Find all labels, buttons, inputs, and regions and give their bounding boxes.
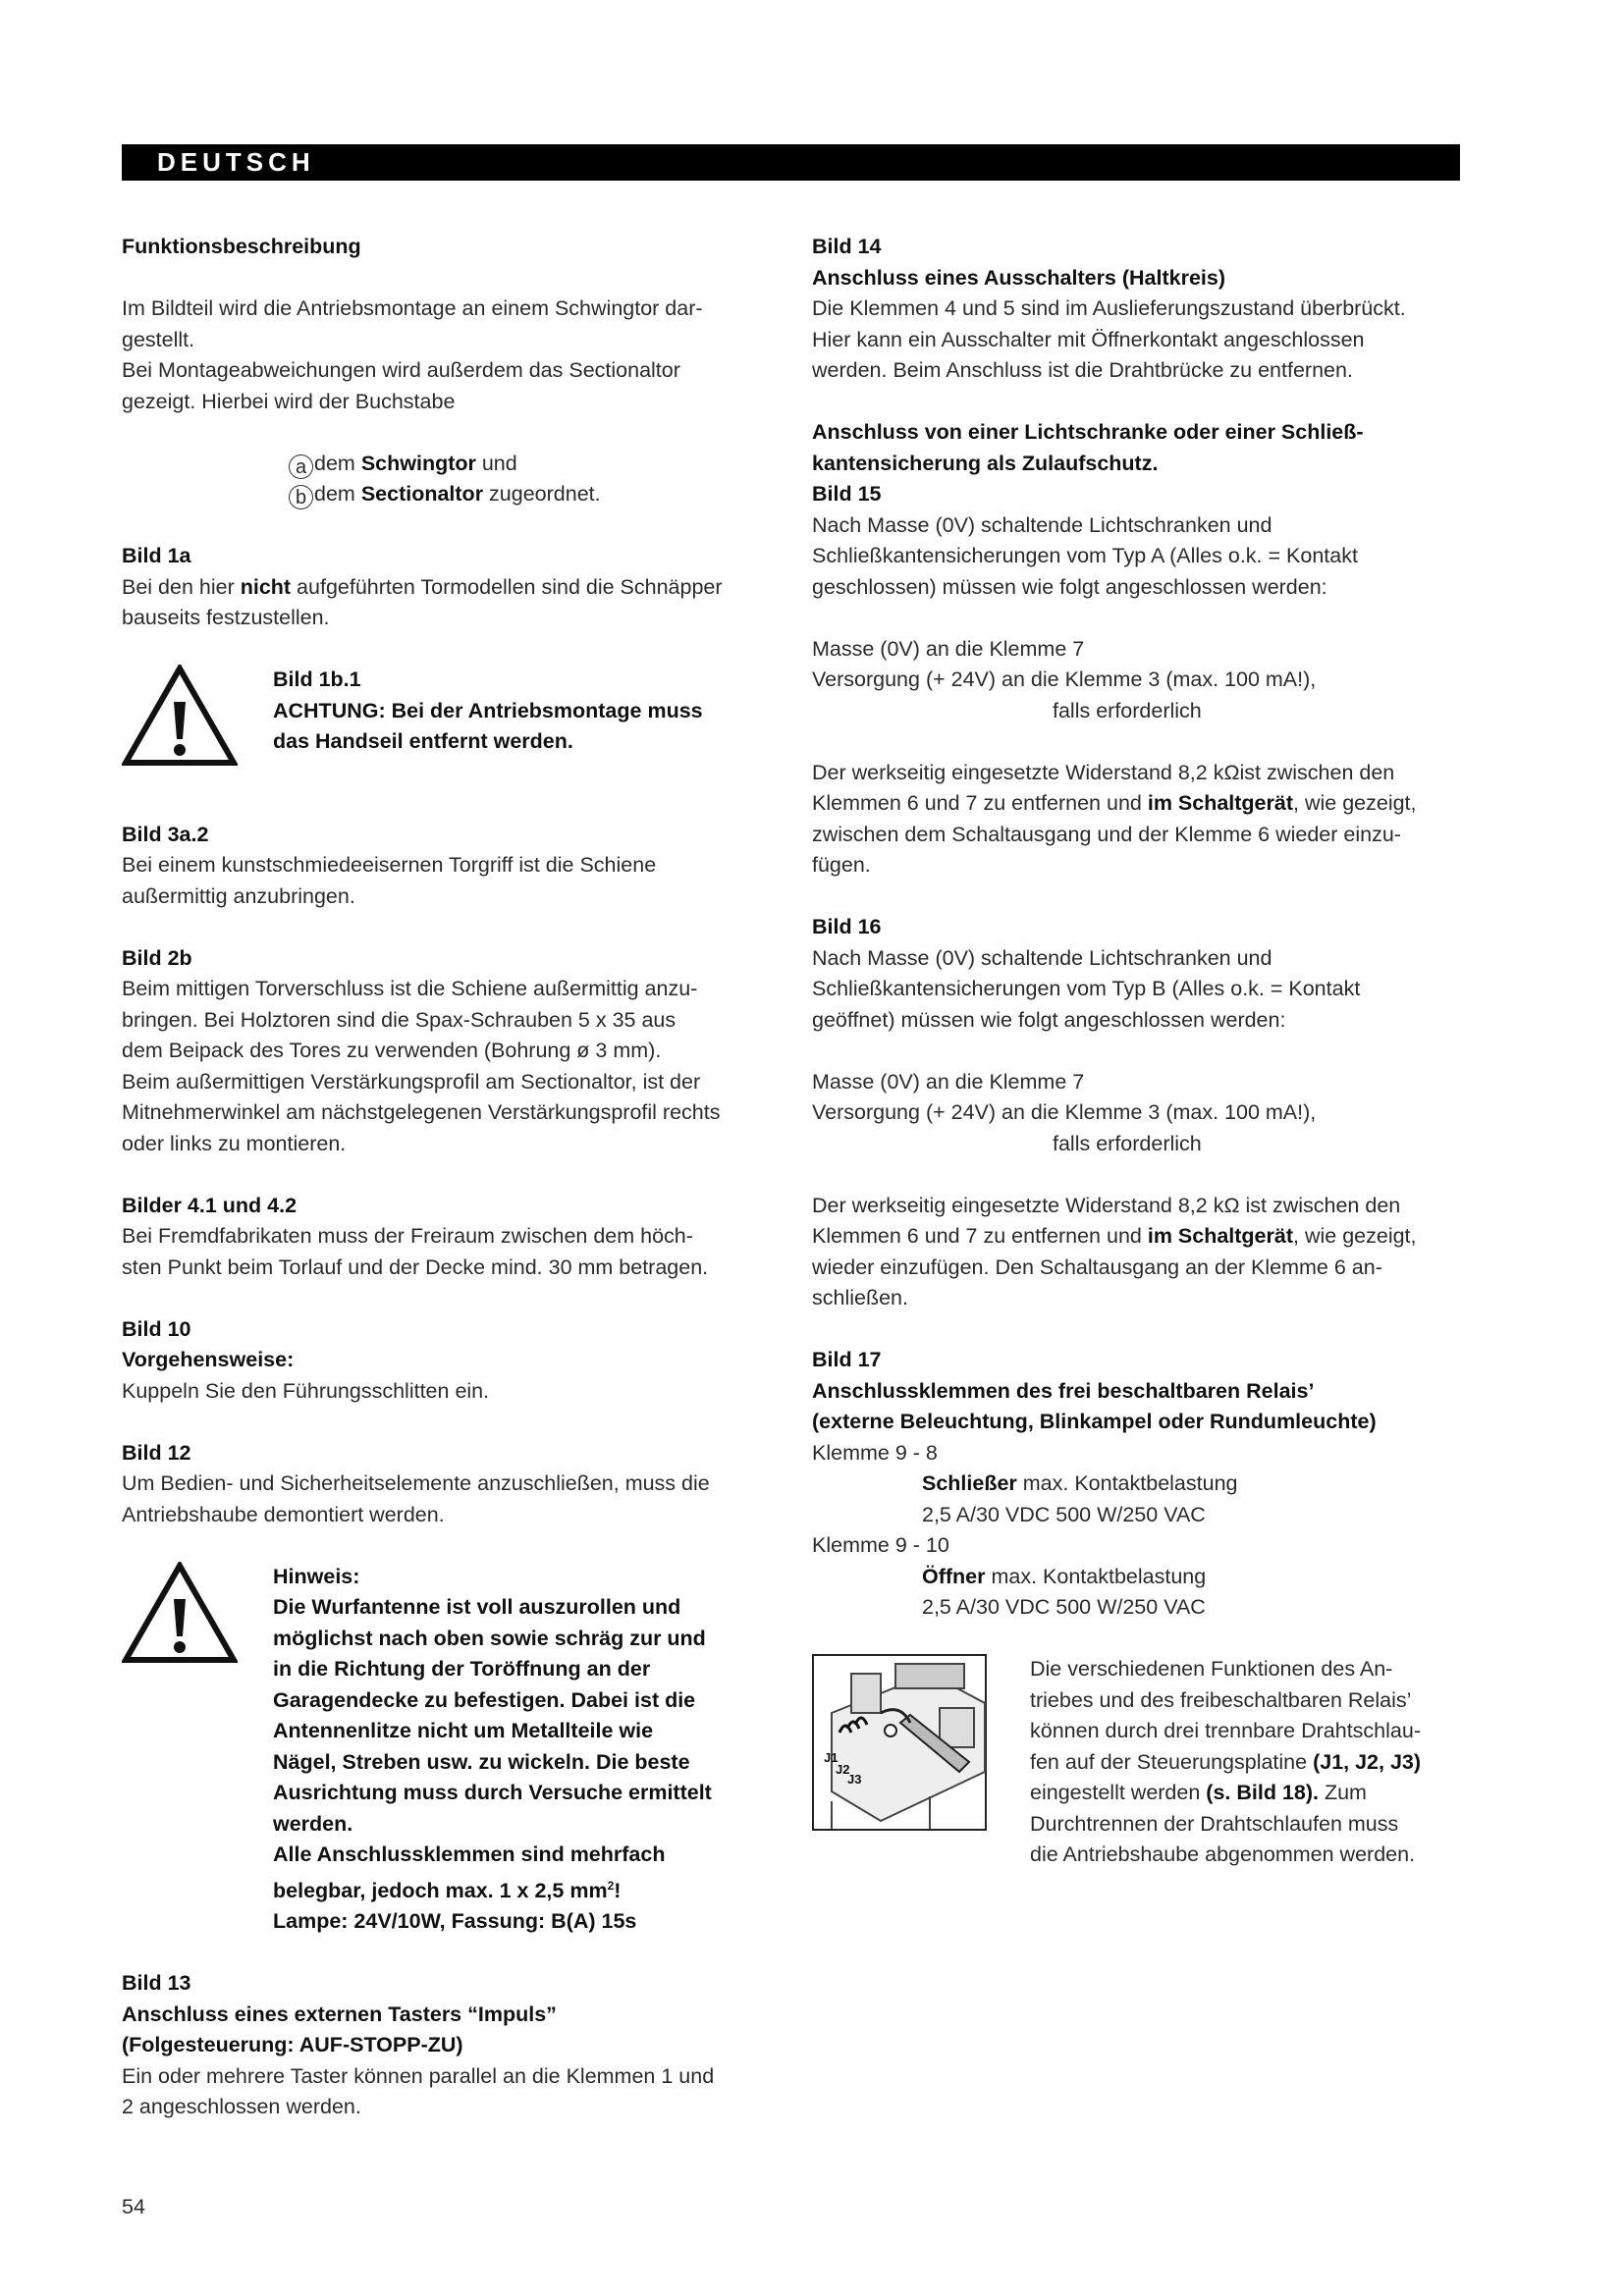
- text-line: Schließkantensicherungen vom Typ A (Alles o.k. = Kontakt: [812, 544, 1358, 567]
- text-line: Versorgung (+ 24V) an die Klemme 3 (max. 100 mA!),: [812, 667, 1317, 691]
- text-line: 2,5 A/30 VDC 500 W/250 VAC: [922, 1595, 1206, 1619]
- text-line: Bei einem kunstschmiedeeisernen Torgriff ist die Schiene: [122, 853, 657, 877]
- figure-caption: [1030, 1654, 1462, 1871]
- section-title: Funktionsbeschreibung: [122, 235, 361, 258]
- text-line: Schließer max. Kontaktbelastung: [922, 1471, 1238, 1495]
- section-subtitle: Anschluss eines Ausschalters (Haltkreis): [812, 265, 1226, 290]
- text-line: geöffnet) müssen wie folgt angeschlossen werden:: [812, 1007, 1286, 1032]
- text-line: triebes und des freibeschaltbaren Relais’: [1030, 1687, 1412, 1712]
- text-line: Die verschiedenen Funktionen des An-: [1030, 1657, 1393, 1681]
- letter-a-circle: a: [289, 454, 313, 479]
- text-line: Beim außermittigen Verstärkungsprofil am Sectionaltor, ist der: [122, 1069, 701, 1094]
- section-subtitle: (Folgesteuerung: AUF-STOPP-ZU): [122, 2033, 463, 2057]
- hint-line: Lampe: 24V/10W, Fassung: B(A) 15s: [273, 1909, 637, 1934]
- section-subtitle: Anschluss von einer Lichtschranke oder einer Schließ-: [812, 420, 1364, 444]
- text-line: falls erforderlich: [1053, 1131, 1202, 1155]
- page-number: 54: [122, 2195, 145, 2218]
- text-line: Durchtrennen der Drahtschlaufen muss: [1030, 1811, 1399, 1836]
- text-line: gestellt.: [122, 327, 195, 351]
- text-line: können durch drei trennbare Drahtschlau-: [1030, 1719, 1421, 1742]
- text-line: zwischen dem Schaltausgang und der Klemme 6 wieder einzu-: [812, 822, 1401, 846]
- text-line: Schließkantensicherungen vom Typ B (Alles o.k. = Kontakt: [812, 977, 1361, 1000]
- warning-line: ACHTUNG: Bei der Antriebsmontage muss: [273, 698, 703, 722]
- label-j2: J2: [836, 1762, 850, 1777]
- text-line: Öffner max. Kontaktbelastung: [922, 1564, 1207, 1588]
- text-line: schließen.: [812, 1286, 908, 1309]
- text-line: Der werkseitig eingesetzte Widerstand 8,2 kΩ ist zwischen den: [812, 1193, 1401, 1217]
- section-title: Bild 14: [812, 235, 882, 258]
- hint-line: möglichst nach oben sowie schräg zur und: [273, 1626, 706, 1650]
- text-line: bauseits festzustellen.: [122, 606, 330, 629]
- section-title: Bild 12: [122, 1440, 191, 1465]
- warning-triangle-icon: [122, 665, 238, 767]
- section-subtitle: Vorgehensweise:: [122, 1348, 295, 1371]
- section-title: Bild 16: [812, 915, 882, 938]
- section-title: Bild 10: [122, 1316, 191, 1341]
- text-line: Bei den hier nicht aufgeführten Tormodellen sind die Schnäpper: [122, 574, 723, 599]
- left-column: [122, 232, 770, 2123]
- language-label: DEUTSCH: [157, 147, 315, 177]
- text-line: gezeigt. Hierbei wird der Buchstabe: [122, 389, 456, 413]
- text-line: Nach Masse (0V) schaltende Lichtschranken und: [812, 512, 1272, 537]
- hint-line: belegbar, jedoch max. 1 x 2,5 $mm^2$!: [273, 1878, 622, 1902]
- warning-line: das Handseil entfernt werden.: [273, 729, 573, 753]
- text-line: Klemme 9 - 10: [812, 1533, 949, 1557]
- legend-b: b dem Sectionaltor zugeordnet.: [122, 479, 770, 510]
- section-title: Bild 3a.2: [122, 822, 209, 846]
- section-title: Bild 17: [812, 1348, 882, 1371]
- text-line: Der werkseitig eingesetzte Widerstand 8,2 kΩist zwischen den: [812, 760, 1395, 784]
- hint-line: Antennenlitze nicht um Metallteile wie: [273, 1719, 654, 1742]
- text-line: Klemmen 6 und 7 zu entfernen und im Schaltgerät, wie gezeigt,: [812, 791, 1417, 815]
- hint-title: Hinweis:: [273, 1564, 360, 1588]
- text-line: 2 angeschlossen werden.: [122, 2095, 361, 2119]
- text-line: Versorgung (+ 24V) an die Klemme 3 (max. 100 mA!),: [812, 1100, 1317, 1124]
- language-header-bar: [122, 144, 1460, 181]
- section-title: Bilder 4.1 und 4.2: [122, 1193, 298, 1217]
- right-column: [812, 232, 1460, 1880]
- text-line: 2,5 A/30 VDC 500 W/250 VAC: [922, 1502, 1206, 1526]
- text-line: eingestellt werden (s. Bild 18). Zum: [1030, 1781, 1367, 1804]
- wire-loop-figure-block: [812, 1654, 1460, 1880]
- text-line: sten Punkt beim Torlauf und der Decke mind. 30 mm betragen.: [122, 1255, 709, 1279]
- hint-line: Die Wurfantenne ist voll auszurollen und: [273, 1595, 681, 1619]
- text-line: Die Klemmen 4 und 5 sind im Auslieferungszustand überbrückt.: [812, 296, 1406, 320]
- section-subtitle: Anschlussklemmen des frei beschaltbaren Relais’: [812, 1378, 1315, 1403]
- text-line: dem Beipack des Tores zu verwenden (Bohrung ø 3 mm).: [122, 1039, 662, 1062]
- section-subtitle: (externe Beleuchtung, Blinkampel oder Rundumleuchte): [812, 1410, 1377, 1433]
- hint-line: in die Richtung der Toröffnung an der: [273, 1657, 651, 1681]
- text-line: Bei Montageabweichungen wird außerdem das Sectionaltor: [122, 358, 680, 382]
- text-line: oder links zu montieren.: [122, 1131, 347, 1155]
- text-line: außermittig anzubringen.: [122, 883, 355, 908]
- hint-line: Nägel, Streben usw. zu wickeln. Die beste: [273, 1749, 690, 1774]
- text-line: Um Bedien- und Sicherheitselemente anzuschließen, muss die: [122, 1471, 710, 1495]
- text-line: fen auf der Steuerungsplatine (J1, J2, J3): [1030, 1749, 1422, 1774]
- text-line: Ein oder mehrere Taster können parallel an die Klemmen 1 und: [122, 2063, 715, 2088]
- warning-block-handseil: [122, 665, 770, 758]
- text-line: Bei Fremdfabrikaten muss der Freiraum zwischen dem höch-: [122, 1224, 693, 1248]
- text-line: falls erforderlich: [1053, 698, 1202, 722]
- hint-line: Garagendecke zu befestigen. Dabei ist die: [273, 1687, 696, 1712]
- section-title: Bild 1a: [122, 544, 191, 567]
- label-j1: J1: [824, 1750, 839, 1765]
- text-line: bringen. Bei Holztoren sind die Spax-Schrauben 5 x 35 aus: [122, 1007, 677, 1032]
- warning-block-antenna: [122, 1562, 770, 1938]
- section-title: Bild 2b: [122, 945, 192, 970]
- text-line: Masse (0V) an die Klemme 7: [812, 636, 1085, 661]
- section-subtitle: Anschluss eines externen Tasters “Impuls”: [122, 2002, 557, 2026]
- section-title: Bild 13: [122, 1971, 191, 1996]
- hint-line: Alle Anschlussklemmen sind mehrfach: [273, 1842, 666, 1866]
- text-line: fügen.: [812, 853, 871, 877]
- text-line: die Antriebshaube abgenommen werden.: [1030, 1842, 1416, 1866]
- text-line: Masse (0V) an die Klemme 7: [812, 1069, 1085, 1094]
- text-line: Beim mittigen Torverschluss ist die Schiene außermittig anzu-: [122, 977, 698, 1000]
- hint-line: Ausrichtung muss durch Versuche ermittelt: [273, 1781, 712, 1804]
- text-line: Mitnehmerwinkel am nächstgelegenen Verstärkungsprofil rechts: [122, 1100, 721, 1124]
- text-line: geschlossen) müssen wie folgt angeschlossen werden:: [812, 574, 1327, 599]
- circuit-board-illustration: [812, 1654, 987, 1831]
- label-j3: J3: [847, 1772, 862, 1787]
- legend-a: a dem Schwingtor und: [122, 449, 770, 480]
- text-line: Kuppeln Sie den Führungsschlitten ein.: [122, 1378, 490, 1403]
- text-line: werden. Beim Anschluss ist die Drahtbrücke zu entfernen.: [812, 358, 1353, 382]
- text-line: Hier kann ein Ausschalter mit Öffnerkontakt angeschlossen: [812, 327, 1365, 351]
- warning-triangle-icon: [122, 1562, 238, 1664]
- hint-line: werden.: [273, 1811, 353, 1836]
- section-subtitle: kantensicherung als Zulaufschutz.: [812, 451, 1159, 475]
- text-line: Nach Masse (0V) schaltende Lichtschranken und: [812, 945, 1272, 970]
- letter-b-circle: b: [289, 485, 313, 509]
- text-line: Antriebshaube demontiert werden.: [122, 1502, 445, 1526]
- text-line: Klemmen 6 und 7 zu entfernen und im Schaltgerät, wie gezeigt,: [812, 1224, 1417, 1248]
- section-title: Bild 15: [812, 482, 882, 506]
- text-line: Im Bildteil wird die Antriebsmontage an einem Schwingtor dar-: [122, 296, 703, 320]
- text-line: Klemme 9 - 8: [812, 1440, 938, 1465]
- section-title: Bild 1b.1: [273, 667, 361, 691]
- text-line: wieder einzufügen. Den Schaltausgang an der Klemme 6 an-: [812, 1255, 1382, 1279]
